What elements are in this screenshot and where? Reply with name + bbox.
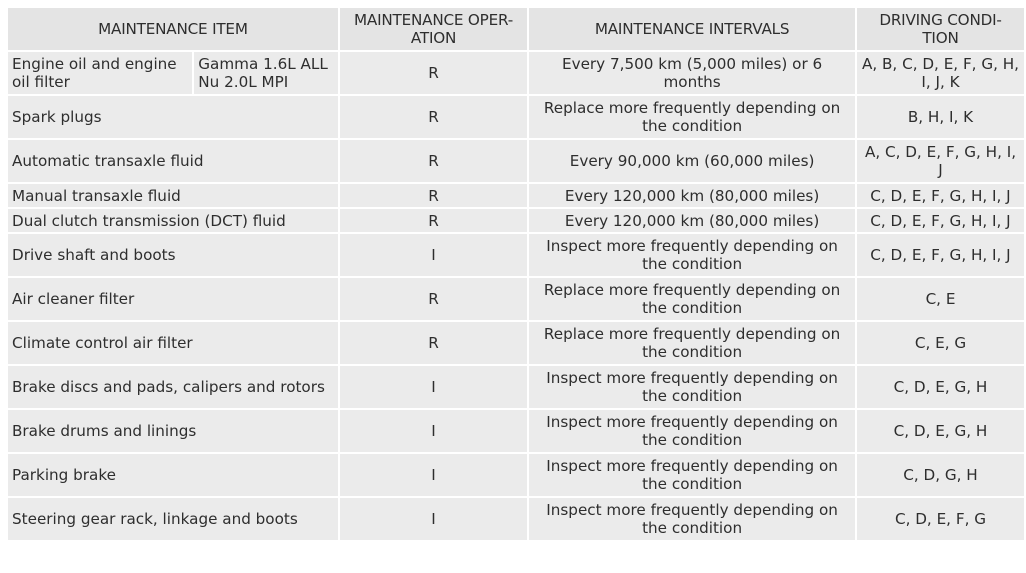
- maintenance-table-container: [6, 6, 1026, 542]
- cell-operation: I: [339, 365, 528, 409]
- cell-interval: Every 7,500 km (5,000 miles) or 6 months: [528, 51, 856, 95]
- cell-operation: R: [339, 139, 528, 183]
- header-maintenance-intervals: MAINTENANCE INTERVALS: [528, 7, 856, 51]
- cell-item: Spark plugs: [7, 95, 339, 139]
- table-row: [7, 139, 1025, 183]
- cell-operation: R: [339, 51, 528, 95]
- cell-interval: Every 120,000 km (80,000 miles): [528, 183, 856, 208]
- table-row: [7, 365, 1025, 409]
- cell-operation: I: [339, 497, 528, 541]
- cell-interval: Replace more frequently depending on the condition: [528, 277, 856, 321]
- table-row: [7, 233, 1025, 277]
- cell-operation: R: [339, 321, 528, 365]
- cell-item: Manual transaxle fluid: [7, 183, 339, 208]
- table-row: [7, 321, 1025, 365]
- maintenance-schedule-table: [6, 6, 1026, 542]
- cell-condition: C, D, E, G, H: [856, 409, 1025, 453]
- cell-interval: Replace more frequently depending on the condition: [528, 95, 856, 139]
- table-row: [7, 497, 1025, 541]
- cell-operation: I: [339, 409, 528, 453]
- cell-interval: Inspect more frequently depending on the condition: [528, 409, 856, 453]
- cell-condition: C, D, G, H: [856, 453, 1025, 497]
- table-row: [7, 208, 1025, 233]
- cell-condition: A, C, D, E, F, G, H, I, J: [856, 139, 1025, 183]
- cell-sub-item: Gamma 1.6L ALL Nu 2.0L MPI: [193, 51, 339, 95]
- table-row: [7, 95, 1025, 139]
- cell-item: Brake discs and pads, calipers and rotors: [7, 365, 339, 409]
- header-maintenance-item: MAINTENANCE ITEM: [7, 7, 339, 51]
- cell-operation: I: [339, 453, 528, 497]
- cell-operation: R: [339, 277, 528, 321]
- cell-interval: Every 120,000 km (80,000 miles): [528, 208, 856, 233]
- cell-condition: C, D, E, F, G, H, I, J: [856, 208, 1025, 233]
- header-driving-condition: DRIVING CONDI- TION: [856, 7, 1025, 51]
- cell-condition: C, D, E, F, G, H, I, J: [856, 233, 1025, 277]
- cell-item: Steering gear rack, linkage and boots: [7, 497, 339, 541]
- table-row: [7, 51, 1025, 95]
- cell-interval: Every 90,000 km (60,000 miles): [528, 139, 856, 183]
- table-row: [7, 277, 1025, 321]
- cell-item: Air cleaner filter: [7, 277, 339, 321]
- table-row: [7, 409, 1025, 453]
- cell-condition: B, H, I, K: [856, 95, 1025, 139]
- cell-condition: C, E: [856, 277, 1025, 321]
- cell-condition: C, D, E, F, G: [856, 497, 1025, 541]
- cell-condition: C, D, E, G, H: [856, 365, 1025, 409]
- cell-item: Engine oil and engine oil filter: [7, 51, 193, 95]
- cell-condition: A, B, C, D, E, F, G, H, I, J, K: [856, 51, 1025, 95]
- cell-interval: Inspect more frequently depending on the condition: [528, 233, 856, 277]
- table-row: [7, 183, 1025, 208]
- table-header-row: [7, 7, 1025, 51]
- header-maintenance-operation: MAINTENANCE OPER- ATION: [339, 7, 528, 51]
- table-row: [7, 453, 1025, 497]
- cell-condition: C, D, E, F, G, H, I, J: [856, 183, 1025, 208]
- cell-interval: Inspect more frequently depending on the condition: [528, 497, 856, 541]
- cell-operation: R: [339, 183, 528, 208]
- cell-item: Drive shaft and boots: [7, 233, 339, 277]
- cell-operation: R: [339, 95, 528, 139]
- cell-interval: Replace more frequently depending on the condition: [528, 321, 856, 365]
- cell-item: Brake drums and linings: [7, 409, 339, 453]
- cell-interval: Inspect more frequently depending on the condition: [528, 453, 856, 497]
- cell-item: Parking brake: [7, 453, 339, 497]
- cell-operation: I: [339, 233, 528, 277]
- cell-item: Dual clutch transmission (DCT) fluid: [7, 208, 339, 233]
- cell-item: Climate control air filter: [7, 321, 339, 365]
- cell-operation: R: [339, 208, 528, 233]
- cell-interval: Inspect more frequently depending on the condition: [528, 365, 856, 409]
- cell-condition: C, E, G: [856, 321, 1025, 365]
- cell-item: Automatic transaxle fluid: [7, 139, 339, 183]
